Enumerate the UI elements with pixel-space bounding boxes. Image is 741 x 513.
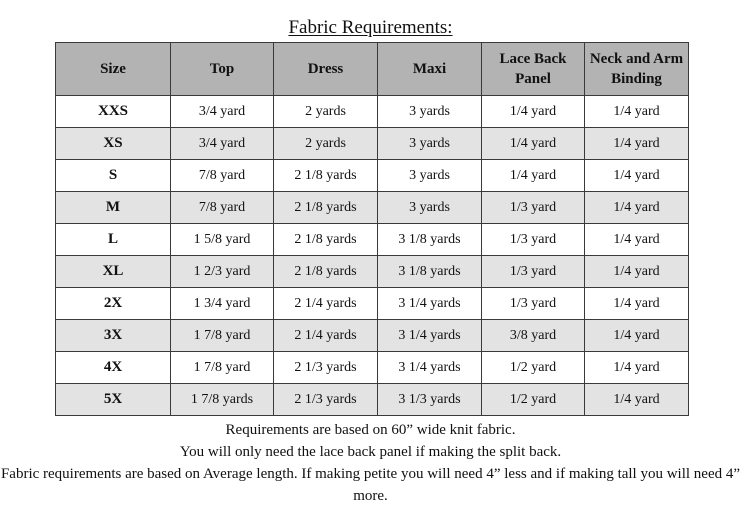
cell-dress: 2 1/4 yards [274,320,378,352]
cell-lace-back-panel: 1/3 yard [482,256,585,288]
cell-top: 3/4 yard [171,96,274,128]
cell-size: 3X [56,320,171,352]
cell-top: 1 7/8 yards [171,384,274,416]
cell-maxi: 3 1/8 yards [378,224,482,256]
cell-maxi: 3 1/4 yards [378,352,482,384]
cell-neck-arm-binding: 1/4 yard [585,128,689,160]
cell-size: S [56,160,171,192]
cell-maxi: 3 yards [378,192,482,224]
column-header-size: Size [56,43,171,96]
column-header-top: Top [171,43,274,96]
cell-size: 5X [56,384,171,416]
cell-neck-arm-binding: 1/4 yard [585,256,689,288]
cell-lace-back-panel: 1/3 yard [482,224,585,256]
cell-neck-arm-binding: 1/4 yard [585,352,689,384]
cell-size: L [56,224,171,256]
table-header-row [56,43,689,96]
cell-neck-arm-binding: 1/4 yard [585,384,689,416]
cell-size: 4X [56,352,171,384]
cell-maxi: 3 yards [378,160,482,192]
cell-dress: 2 yards [274,128,378,160]
table-row [56,384,689,416]
cell-size: 2X [56,288,171,320]
cell-lace-back-panel: 1/3 yard [482,192,585,224]
cell-lace-back-panel: 1/4 yard [482,128,585,160]
cell-maxi: 3 yards [378,128,482,160]
table-row [56,320,689,352]
table-row [56,192,689,224]
cell-dress: 2 1/3 yards [274,384,378,416]
fabric-requirements-table [55,42,689,416]
page-title: Fabric Requirements: [288,17,453,38]
table-row [56,160,689,192]
cell-neck-arm-binding: 1/4 yard [585,192,689,224]
column-header-neck-arm-binding: Neck and Arm Binding [585,43,689,96]
cell-dress: 2 1/8 yards [274,256,378,288]
cell-size: M [56,192,171,224]
column-header-dress: Dress [274,43,378,96]
note-length: Fabric requirements are based on Average length. If making petite you will need 4” less and if making tall you will need 4” more. [0,466,741,504]
cell-maxi: 3 1/4 yards [378,288,482,320]
cell-lace-back-panel: 3/8 yard [482,320,585,352]
cell-maxi: 3 1/4 yards [378,320,482,352]
cell-dress: 2 1/3 yards [274,352,378,384]
cell-lace-back-panel: 1/4 yard [482,160,585,192]
cell-dress: 2 1/8 yards [274,160,378,192]
table-row [56,128,689,160]
cell-top: 1 5/8 yard [171,224,274,256]
table-row [56,288,689,320]
cell-size: XL [56,256,171,288]
cell-neck-arm-binding: 1/4 yard [585,160,689,192]
column-header-lace-back-panel: Lace Back Panel [482,43,585,96]
cell-dress: 2 1/8 yards [274,192,378,224]
cell-dress: 2 yards [274,96,378,128]
cell-top: 1 7/8 yard [171,320,274,352]
cell-top: 7/8 yard [171,192,274,224]
cell-top: 1 3/4 yard [171,288,274,320]
cell-top: 1 2/3 yard [171,256,274,288]
table-row [56,352,689,384]
cell-maxi: 3 1/8 yards [378,256,482,288]
cell-top: 1 7/8 yard [171,352,274,384]
note-lace-back: You will only need the lace back panel if making the split back. [179,444,562,460]
note-fabric-width: Requirements are based on 60” wide knit fabric. [225,422,516,438]
cell-top: 3/4 yard [171,128,274,160]
table-row [56,256,689,288]
cell-lace-back-panel: 1/3 yard [482,288,585,320]
cell-maxi: 3 yards [378,96,482,128]
cell-size: XXS [56,96,171,128]
cell-size: XS [56,128,171,160]
cell-neck-arm-binding: 1/4 yard [585,96,689,128]
cell-top: 7/8 yard [171,160,274,192]
table-row [56,96,689,128]
cell-neck-arm-binding: 1/4 yard [585,224,689,256]
cell-lace-back-panel: 1/4 yard [482,96,585,128]
cell-lace-back-panel: 1/2 yard [482,384,585,416]
notes [0,419,741,507]
cell-lace-back-panel: 1/2 yard [482,352,585,384]
cell-dress: 2 1/8 yards [274,224,378,256]
cell-neck-arm-binding: 1/4 yard [585,288,689,320]
table-row [56,224,689,256]
cell-maxi: 3 1/3 yards [378,384,482,416]
column-header-maxi: Maxi [378,43,482,96]
cell-dress: 2 1/4 yards [274,288,378,320]
cell-neck-arm-binding: 1/4 yard [585,320,689,352]
